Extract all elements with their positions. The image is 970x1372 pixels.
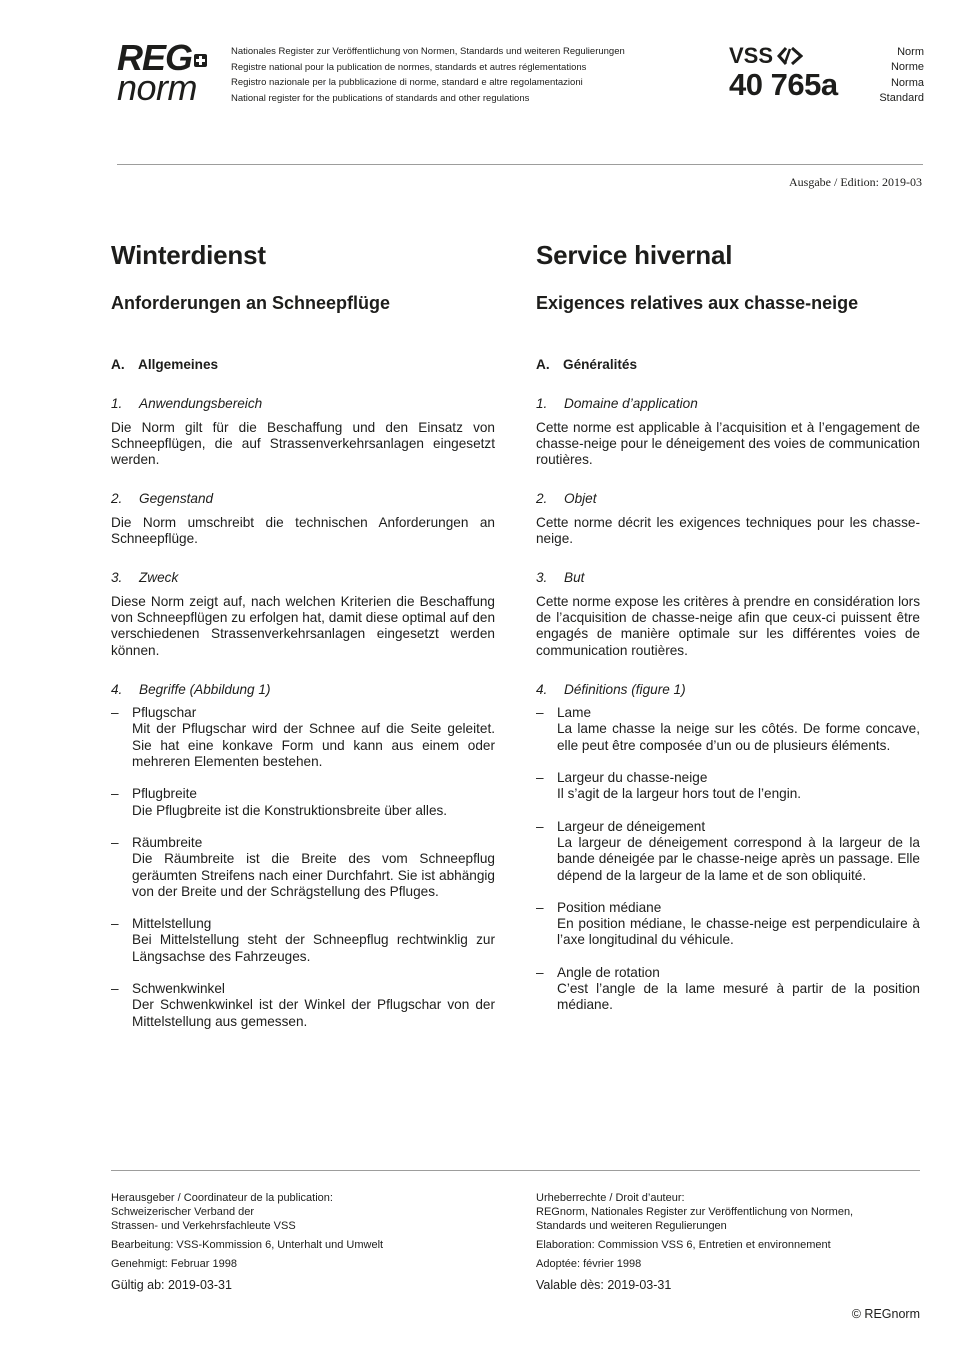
heading-subject-fr xyxy=(536,491,920,507)
definition-term: Mittelstellung xyxy=(132,916,212,932)
definition-item xyxy=(536,819,920,884)
definition-term: Largeur du chasse-neige xyxy=(557,770,708,786)
definition-item xyxy=(111,835,495,900)
copyright-notice: © REGnorm xyxy=(851,1307,920,1321)
dash-bullet: – xyxy=(111,786,119,802)
adoptee: Adoptée: février 1998 xyxy=(536,1258,642,1270)
swiss-cross-icon xyxy=(194,54,207,67)
heading-text: Begriffe (Abbildung 1) xyxy=(139,681,271,697)
heading-terms-de xyxy=(111,682,495,698)
dash-bullet: – xyxy=(536,899,544,915)
definition-item xyxy=(111,705,495,770)
dash-bullet: – xyxy=(111,981,119,997)
section-number: A. xyxy=(111,357,125,372)
definition-term: Schwenkwinkel xyxy=(132,981,225,997)
valable-des: Valable dès: 2019-03-31 xyxy=(536,1278,672,1292)
heading-text: But xyxy=(564,570,585,586)
heading-number: 4. xyxy=(536,681,548,697)
footer-french xyxy=(536,1191,926,1292)
section-heading-fr xyxy=(536,357,920,373)
definition-text: La largeur de déneigement correspond à la largeur de la bande déneigée par le chasse-neige après un passage. Elle dépend de la largeur de la lame et de son obliquité. xyxy=(557,834,920,883)
definition-item xyxy=(111,916,495,965)
dash-bullet: – xyxy=(111,834,119,850)
definition-term: Pflugschar xyxy=(132,705,197,721)
dash-bullet: – xyxy=(536,964,544,980)
subtitle-fr: Exigences relatives aux chasse-neige xyxy=(536,293,859,313)
definition-text: C’est l’angle de la lame mesuré à partir de la position médiane. xyxy=(557,981,920,1013)
norm-type-it: Norma xyxy=(890,76,924,89)
page-title-fr: Service hivernal xyxy=(536,240,733,270)
definition-text: La lame chasse la neige sur les côtés. De forme concave, elle peut être composée d’un ou de plusieurs éléments. xyxy=(557,721,920,753)
heading-number: 1. xyxy=(536,396,548,412)
norm-type-de: Norm xyxy=(897,46,924,58)
heading-purpose-de xyxy=(111,570,495,586)
publisher-label: Herausgeber / Coordinateur de la publication: xyxy=(111,1192,333,1204)
header-divider xyxy=(117,164,923,165)
definition-item xyxy=(536,705,920,754)
footer-divider xyxy=(111,1170,920,1171)
definition-item xyxy=(111,786,495,819)
heading-number: 4. xyxy=(111,681,123,697)
definition-term: Pflugbreite xyxy=(132,786,197,802)
gueltig-ab: Gültig ab: 2019-03-31 xyxy=(111,1278,232,1292)
logo-reg-text: REG xyxy=(117,37,193,78)
subtitle-de: Anforderungen an Schneepflüge xyxy=(111,293,391,313)
register-description xyxy=(231,44,625,106)
publisher-name: Schweizerischer Verband der xyxy=(111,1206,255,1218)
definition-text: Der Schwenkwinkel ist der Winkel der Pflugschar von der Mittelstellung aus gemessen. xyxy=(132,997,495,1029)
paragraph-scope-de: Die Norm gilt für die Beschaffung und den Einsatz von Schneepflügen, die auf Strassenverkehrsanlagen eingesetzt werden. xyxy=(111,419,495,468)
genehmigt: Genehmigt: Februar 1998 xyxy=(111,1258,237,1270)
heading-number: 3. xyxy=(111,570,123,586)
heading-text: Gegenstand xyxy=(139,491,214,507)
paragraph-subject-de: Die Norm umschreibt die technischen Anforderungen an Schneepflüge. xyxy=(111,514,495,547)
footer-german xyxy=(111,1191,501,1292)
definition-item xyxy=(536,965,920,1014)
norm-type-en: Standard xyxy=(879,91,924,104)
definition-text: En position médiane, le chasse-neige est perpendiculaire à l’axe longitudinal du véhicule. xyxy=(557,916,920,948)
vss-arrows-icon xyxy=(777,46,803,66)
definition-text: Il s’agit de la largeur hors tout de l’engin. xyxy=(557,786,802,802)
heading-number: 2. xyxy=(111,491,123,507)
heading-text: Anwendungsbereich xyxy=(139,396,263,412)
register-line-en: National register for the publications of standards and other regulations xyxy=(231,92,530,104)
section-heading-de xyxy=(111,357,495,373)
heading-number: 1. xyxy=(111,396,123,412)
definition-item xyxy=(111,981,495,1030)
definition-term: Lame xyxy=(557,705,592,721)
publisher-name-cont: Strassen- und Verkehrsfachleute VSS xyxy=(111,1220,296,1232)
dash-bullet: – xyxy=(111,916,119,932)
definition-term: Räumbreite xyxy=(132,834,203,850)
heading-text: Zweck xyxy=(139,570,179,586)
definition-term: Position médiane xyxy=(557,899,662,915)
definition-item xyxy=(536,900,920,949)
paragraph-purpose-fr: Cette norme expose les critères à prendre en considération lors de l’acquisition de chasse-neige afin que ceux-ci puissent être engagés de manière optimale sur les différentes voies de communication routières. xyxy=(536,593,920,658)
section-title: Allgemeines xyxy=(138,357,219,372)
copyright-holder: REGnorm, Nationales Register zur Veröffentlichung von Normen, xyxy=(536,1206,854,1218)
definition-term: Largeur de déneigement xyxy=(557,818,706,834)
heading-text: Objet xyxy=(564,491,597,507)
register-line-fr: Registre national pour la publication de normes, standards et autres réglementations xyxy=(231,61,587,73)
dash-bullet: – xyxy=(536,770,544,786)
heading-number: 3. xyxy=(536,570,548,586)
heading-scope-de xyxy=(111,396,495,412)
definition-text: Mit der Pflugschar wird der Schnee auf die Seite geleitet. Sie hat eine konkave Form und kann aus einem oder mehreren Elementen bestehen. xyxy=(132,721,495,770)
definition-term: Angle de rotation xyxy=(557,964,660,980)
definition-text: Die Räumbreite ist die Breite des vom Schneepflug geräumten Streifens nach einer Durchfahrt. Sie ist abhängig von der Breite und der Schrägstellung des Pfluges. xyxy=(132,851,495,899)
register-line-it: Registro nazionale per la pubblicazione di norme, standard e altre regolamentazioni xyxy=(231,77,583,88)
copyright-holder-cont: Standards und weiteren Regulierungen xyxy=(536,1220,727,1232)
heading-text: Domaine d’application xyxy=(564,396,698,412)
heading-terms-fr xyxy=(536,682,920,698)
paragraph-scope-fr: Cette norme est applicable à l’acquisition et à l’engagement de chasse-neige pour le déneigement des voies de communication routières. xyxy=(536,419,920,468)
norm-number: 40 765a xyxy=(729,67,838,102)
dash-bullet: – xyxy=(536,818,544,834)
definition-text: Die Pflugbreite ist die Konstruktionsbreite über alles. xyxy=(132,802,448,818)
edition-date: Ausgabe / Edition: 2019-03 xyxy=(789,175,922,189)
definition-item xyxy=(536,770,920,803)
column-french xyxy=(536,240,920,1014)
elaboration: Elaboration: Commission VSS 6, Entretien et environnement xyxy=(536,1239,831,1251)
definition-text: Bei Mittelstellung steht der Schneepflug rechtwinklig zur Längsachse des Fahrzeuges. xyxy=(132,932,495,964)
column-german xyxy=(111,240,495,1030)
section-number: A. xyxy=(536,357,550,372)
heading-subject-de xyxy=(111,491,495,507)
heading-text: Définitions (figure 1) xyxy=(564,681,686,697)
heading-number: 2. xyxy=(536,491,548,507)
copyright-label: Urheberrechte / Droit d’auteur: xyxy=(536,1192,685,1204)
paragraph-purpose-de: Diese Norm zeigt auf, nach welchen Kriterien die Beschaffung von Schneepflügen zu erfolgen hat, damit diese optimal auf den verschiedenen Strassenverkehrsanlagen eingesetzt werden können. xyxy=(111,593,495,658)
page-title-de: Winterdienst xyxy=(111,240,266,270)
dash-bullet: – xyxy=(111,705,119,721)
regnorm-logo xyxy=(117,37,207,108)
heading-scope-fr xyxy=(536,396,920,412)
dash-bullet: – xyxy=(536,705,544,721)
bearbeitung: Bearbeitung: VSS-Kommission 6, Unterhalt und Umwelt xyxy=(111,1239,384,1251)
register-line-de: Nationales Register zur Veröffentlichung von Normen, Standards und weiteren Regulierungen xyxy=(231,46,625,57)
section-title: Généralités xyxy=(563,357,638,372)
vss-mark xyxy=(729,44,838,102)
logo-norm-text: norm xyxy=(117,67,198,108)
norm-type-labels xyxy=(879,45,924,106)
heading-purpose-fr xyxy=(536,570,920,586)
paragraph-subject-fr: Cette norme décrit les exigences techniques pour les chasse-neige. xyxy=(536,514,920,547)
norm-type-fr: Norme xyxy=(890,61,924,74)
vss-brand: VSS xyxy=(729,43,774,68)
